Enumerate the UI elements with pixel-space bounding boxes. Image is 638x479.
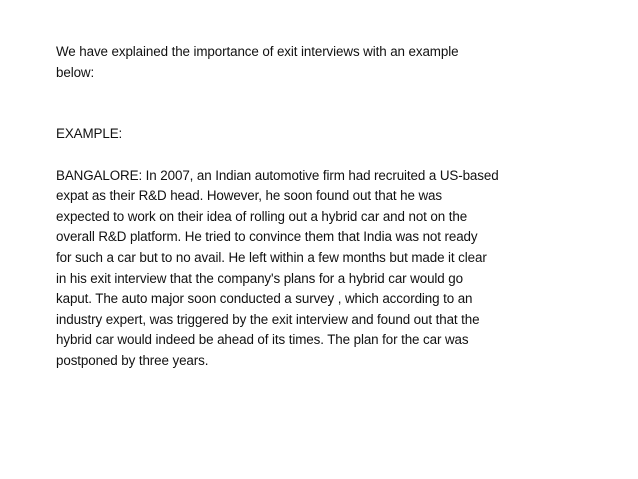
blank-line bbox=[56, 83, 616, 104]
example-line: industry expert, was triggered by the exit interview and found out that the bbox=[56, 311, 480, 327]
example-line: BANGALORE: In 2007, an Indian automotive firm had recruited a US-based bbox=[56, 167, 499, 183]
example-line: kaput. The auto major soon conducted a survey , which according to an bbox=[56, 291, 473, 307]
example-line: hybrid car would indeed be ahead of its times. The plan for the car was bbox=[56, 332, 469, 348]
text-body bbox=[56, 42, 616, 372]
example-heading: EXAMPLE: bbox=[56, 126, 123, 142]
example-line: for such a car but to no avail. He left within a few months but made it clear bbox=[56, 249, 487, 265]
example-line: expected to work on their idea of rolling out a hybrid car and not on the bbox=[56, 208, 468, 224]
example-line: postponed by three years. bbox=[56, 352, 209, 368]
example-line: expat as their R&D head. However, he soon found out that he was bbox=[56, 188, 442, 204]
intro-line: below: bbox=[56, 64, 95, 80]
blank-line bbox=[56, 145, 616, 166]
example-line: overall R&D platform. He tried to convince them that India was not ready bbox=[56, 229, 478, 245]
blank-line bbox=[56, 104, 616, 125]
intro-line: We have explained the importance of exit interviews with an example bbox=[56, 44, 459, 59]
example-line: in his exit interview that the company's plans for a hybrid car would go bbox=[56, 270, 463, 286]
